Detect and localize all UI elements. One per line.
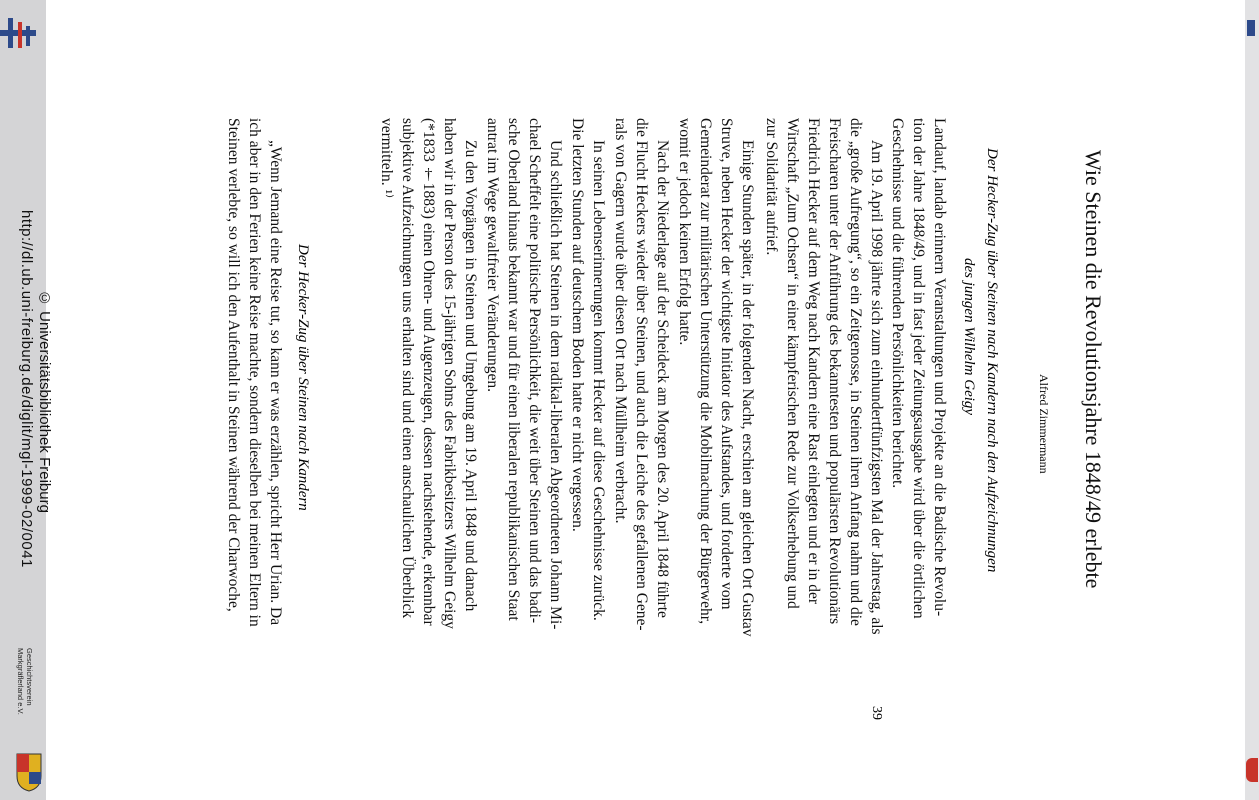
bookmark-marker <box>1247 20 1255 36</box>
text-line: tion der Jahre 1848/49, und in fast jeder Zeitungsausgabe wird über die örtlichen <box>910 118 927 619</box>
text-line: Struve, neben Hecker der wichtigste Initiator des Aufstandes, und forderte vom <box>718 118 735 610</box>
publisher-label: Geschichtsverein Markgräflerland e.V. <box>16 648 34 715</box>
text-line: Zu den Vorgängen in Steinen und Umgebung am 19. April 1848 und danach <box>462 140 479 612</box>
library-logo-icon <box>0 12 40 52</box>
text-line: Einige Stunden später, in der folgenden Nacht, erschien am gleichen Ort Gustav <box>739 140 756 637</box>
text-line: „Wenn Jemand eine Reise tut, so kann er was erzählen, spricht Herr Urian. Da <box>267 140 284 626</box>
text-line: ich aber in den Ferien keine Reise machte, sondern dieselben bei meinen Eltern in <box>246 118 263 627</box>
page-number: 39 <box>869 706 884 720</box>
text-line: sche Oberland hinaus bekannt war und für einen liberalen republikanischen Staat <box>505 118 522 621</box>
text-line: subjektive Aufzeichnungen uns erhalten sind und einen anschaulichen Überblick <box>399 118 416 619</box>
text-line: Nach der Niederlage auf der Scheideck am Morgen des 20. April 1848 führte <box>654 140 671 618</box>
text-line: Freischaren unter der Anführung des bekanntesten und populärsten Revolutionärs <box>826 118 843 625</box>
text-line: Landauf, landab erinnern Veranstaltungen und Projekte an die Badische Revolu- <box>931 118 948 617</box>
text-line: (*1833 †1883) einen Ohren- und Augenzeugen, dessen nachstehende, erkennbar <box>420 118 437 626</box>
text-line: In seinen Lebenserinnerungen kommt Hecker auf diese Geschehnisse zurück. <box>590 140 607 621</box>
section-heading: Der Hecker-Zug über Steinen nach Kandern <box>295 244 311 511</box>
page-author: Alfred Zimmermann <box>1037 374 1051 474</box>
text-line: Die letzten Stunden auf deutschem Boden hatte er nicht vergessen. <box>569 118 586 532</box>
text-line: Gemeinderat zur militärischen Unterstützung die Mobilmachung der Bürgerwehr, <box>697 118 714 625</box>
text-line: womit er jedoch keinen Erfolg hatte. <box>676 118 693 346</box>
text-line: antrat im Wege gewaltfreier Veränderungen. <box>484 118 501 393</box>
page-subtitle-continued: des jungen Wilhelm Geigy <box>961 258 977 416</box>
text-line: zur Solidarität aufrief. <box>763 118 780 256</box>
text-line: Friedrich Hecker auf dem Weg nach Kandern eine Rast einlegten und er in der <box>805 118 822 605</box>
coat-of-arms-icon <box>16 752 42 792</box>
text-line: rals von Gagern wurde über diesen Ort nach Müllheim verbracht. <box>612 118 629 524</box>
right-edge-strip <box>1245 0 1259 800</box>
text-line: Und schließlich hat Steinen in dem radikal-liberalen Abgeordneten Johann Mi- <box>547 140 564 630</box>
source-url[interactable]: http://dl.ub.uni-freiburg.de/diglit/mgl-1999-02/0041 <box>18 210 35 568</box>
text-line: Geschehnisse und die führenden Persönlichkeiten berichtet. <box>889 118 906 489</box>
copyright-notice: © Universitätsbibliothek Freiburg <box>36 290 53 513</box>
text-line: Steinen verlebte, so will ich den Aufenthalt in Steinen während der Charwoche, <box>225 118 242 612</box>
text-line: vermitteln. ¹⁾ <box>378 118 395 198</box>
text-line: chael Scheffelt eine politische Persönlichkeit, die weit über Steinen und das badi- <box>526 118 543 624</box>
page-subtitle: Der Hecker-Zug über Steinen nach Kandern nach den Aufzeichnungen <box>984 148 1000 573</box>
page-title: Wie Steinen die Revolutionsjahre 1848/49 erlebte <box>1081 150 1106 589</box>
text-line: die „große Aufregung“, so ein Zeitgenosse, in Steinen ihren Anfang nahm und die <box>847 118 864 626</box>
text-line: Wirtschaft „Zum Ochsen“ in einer kämpferischen Rede zur Volkserhebung und <box>784 118 801 609</box>
text-line: Am 19. April 1998 jährte sich zum einhundertfünfzigsten Mal der Jahrestag, als <box>868 140 885 635</box>
text-line: haben wir in der Person des 15-jährigen Sohns des Fabrikbesitzers Wilhelm Geigy <box>441 118 458 629</box>
text-line: die Flucht Heckers wieder über Steinen, und auch die Leiche des gefallenen Gene- <box>633 118 650 631</box>
coat-of-arms-edge <box>1246 758 1258 782</box>
